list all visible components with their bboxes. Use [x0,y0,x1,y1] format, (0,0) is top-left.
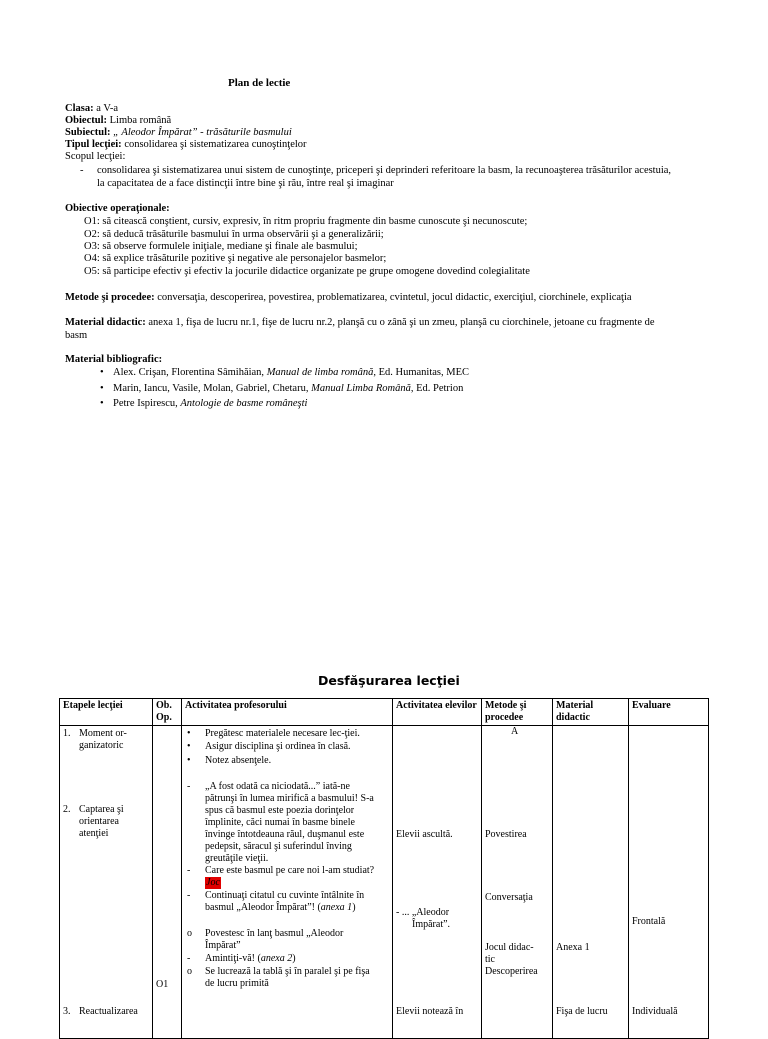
subiectul-label: Subiectul: [65,127,111,138]
header-activitatea-profesorului: Activitatea profesorului [182,699,393,726]
obiectul-value: Limba română [109,115,172,126]
scopul-label: Scopul lecţiei: [65,151,126,162]
obiectul-line [65,115,171,128]
cell-activitatea-profesorului: • Pregătesc materialele necesare lec-ţiei. • Asigur disciplina şi ordinea în clasă. • Notez absenţele. - „A fost odată ca niciodată...” iată-ne pătrunşi în lumea mirifică a basmului! S-a spus că basmul este poezia dorinţelor împlinite, căci numai în basme binele învinge întotdeauna răul, duşmanul este pedepsit, săracul şi suferindul înving greutăţile vieţii. - Care este basmul pe care noi l-am studiat? Joc - Continuaţi citatul cu cuvinte întâlnite în basmul „Aleodor Împărat”! (anexa 1) o Povestesc în lanţ basmul „Aleodor Împărat” - Amintiţi-vă! (anexa 2) o Se lucrează la tablă şi în paralel şi pe fişa de lucru primită [182,726,393,1039]
scopul-dash: - [80,165,84,176]
bibliography-title: Material bibliografic: [65,354,163,365]
bullet-icon: • [100,383,104,394]
bibliography-item: • Marin, Iancu, Vasile, Molan, Gabriel, Chetaru, Manual Limba Română, Ed. Petrion [100,383,464,394]
lesson-title: Desfăşurarea lecţiei [318,673,460,688]
obiectul-label: Obiectul: [65,115,107,126]
objective-5: O5: să participe efectiv şi efectiv la jocurile didactice organizate pe grupe omogene dovedind colegialitate [84,266,530,277]
bullet-icon: • [100,367,104,378]
table-row [60,726,709,1039]
bullet-icon: • [187,755,191,766]
bullet-icon: • [100,398,104,409]
objective-3: O3: să observe formulele iniţiale, mediane şi finale ale basmului; [84,241,358,252]
clasa-line [65,103,118,116]
cell-material: Anexa 1 Fişa de lucru [553,726,629,1039]
table-header-row [60,699,709,726]
cell-evaluare: Frontală Individuală [629,726,709,1039]
scopul-line-1: consolidarea şi sistematizarea unui sistem de cunoştinţe, priceperi şi deprinderi referitoare la basm, la recunoaşterea trăsăturilor acestuia, [97,165,672,176]
cell-activitatea-elevilor: Elevii ascultă. - ... „Aleodor Împărat”. Elevii notează în [393,726,482,1039]
material-line-2: basm [65,330,88,341]
cell-etapele: 1. Moment or- ganizatoric 2. Captarea şi orientarea atenţiei 3. Reactualizarea [60,726,153,1039]
objective-4: O4: să explice trăsăturile pozitive şi negative ale personajelor basmelor; [84,253,387,264]
subiectul-value: „ Aleodor Împărat” - trăsăturile basmului [113,127,292,138]
bullet-icon: • [187,728,191,739]
header-evaluare: Evaluare [629,699,709,726]
header-etapele: Etapele lecţiei [60,699,153,726]
joc-highlight: Joc [206,877,220,888]
scopul-line-2: la capacitatea de a face distincţii între bine şi rău, între real şi imaginar [97,178,394,189]
clasa-label: Clasa: [65,103,94,114]
subiectul-line [65,127,292,140]
header-activitatea-elevilor: Activitatea elevilor [393,699,482,726]
methods-value: conversaţia, descoperirea, povestirea, problematizarea, cvintetul, jocul didactic, exerciţiul, ciorchinele, explicaţia [157,292,632,303]
bibliography-item: • Petre Ispirescu, Antologie de basme româneşti [100,398,308,409]
material-line [65,317,655,330]
objective-1: O1: să citească conştient, cursiv, expresiv, în ritm propriu fragmente din basme cunoscute şi necunoscute; [84,216,528,227]
clasa-value: a V-a [96,103,119,114]
header-metode: Metode şi procedee [482,699,553,726]
objectives-title: Obiective operaţionale: [65,203,170,214]
bullet-icon: • [187,741,191,752]
tipul-value: consolidarea şi sistematizarea cunoştinţelor [124,139,307,150]
cell-metode: A Povestirea Conversaţia Jocul didac- tic Descoperirea [482,726,553,1039]
lesson-table [59,698,709,1039]
tipul-label: Tipul lecţiei: [65,139,122,150]
cell-obop: O1 [153,726,182,1039]
bibliography-item: • Alex. Crişan, Florentina Sâmihăian, Manual de limba română, Ed. Humanitas, MEC [100,367,470,378]
methods-line [65,292,632,305]
page-title: Plan de lectie [228,77,291,89]
material-label: Material didactic: [65,317,146,328]
header-material: Material didactic [553,699,629,726]
material-value: anexa 1, fişa de lucru nr.1, fişe de lucru nr.2, planşă cu o zână şi un zmeu, planşă cu ciorchinele, jetoane cu fragmente de [148,317,655,328]
objective-2: O2: să deducă trăsăturile basmului în urma observării şi a generalizării; [84,229,384,240]
tipul-line [65,139,307,152]
methods-label: Metode şi procedee: [65,292,155,303]
header-obop: Ob. Op. [153,699,182,726]
